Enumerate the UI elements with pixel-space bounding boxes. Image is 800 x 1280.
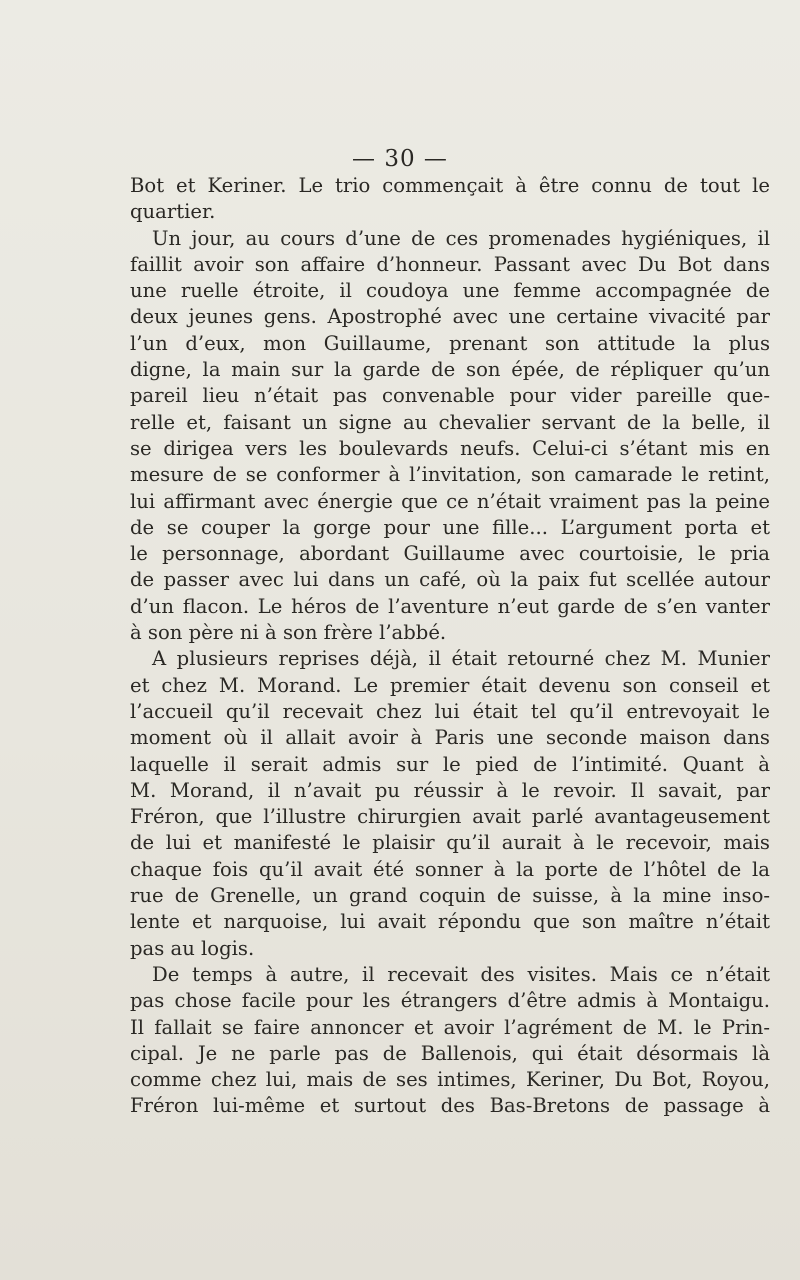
text-line: le personnage, abordant Guillaume avec courtoisie, le pria	[130, 542, 770, 566]
text-line: pareil lieu n’était pas convenable pour vider pareille que-	[130, 384, 770, 408]
text-line: Un jour, au cours d’une de ces promenades hygiéniques, il	[152, 226, 770, 250]
text-line: l’accueil qu’il recevait chez lui était tel qu’il entrevoyait le	[130, 699, 770, 723]
text-line: Il fallait se faire annoncer et avoir l’agrément de M. le Prin-	[130, 1015, 770, 1039]
text-line: A plusieurs reprises déjà, il était retourné chez M. Munier	[152, 647, 770, 671]
text-line: chaque fois qu’il avait été sonner à la porte de l’hôtel de la	[130, 857, 770, 881]
text-line: deux jeunes gens. Apostrophé avec une certaine vivacité par	[130, 305, 770, 329]
text-line: l’un d’eux, mon Guillaume, prenant son attitude la plus	[130, 331, 770, 355]
text-line: se dirigea vers les boulevards neufs. Celui-ci s’étant mis en	[130, 436, 770, 460]
text-line: de passer avec lui dans un café, où la paix fut scellée autour	[130, 568, 770, 592]
page-number: — 30 —	[352, 146, 448, 172]
text-line: Fréron, que l’illustre chirurgien avait parlé avantageusement	[130, 805, 770, 829]
text-line: comme chez lui, mais de ses intimes, Keriner, Du Bot, Royou,	[130, 1068, 770, 1092]
text-line: Fréron lui-même et surtout des Bas-Bretons de passage à	[130, 1094, 770, 1118]
text-line: d’un flacon. Le héros de l’aventure n’eut garde de s’en vanter	[130, 594, 770, 618]
text-line: De temps à autre, il recevait des visites. Mais ce n’était	[152, 962, 770, 986]
text-line: pas au logis.	[130, 936, 255, 960]
text-line: relle et, faisant un signe au chevalier servant de la belle, il	[130, 410, 770, 434]
text-line: lui affirmant avec énergie que ce n’était vraiment pas la peine	[130, 489, 770, 513]
text-line: lente et narquoise, lui avait répondu que son maître n’était	[130, 910, 770, 934]
text-line: Bot et Keriner. Le trio commençait à être connu de tout le	[130, 174, 770, 197]
text-line: à son père ni à son frère l’abbé.	[130, 621, 447, 645]
text-line: M. Morand, il n’avait pu réussir à le revoir. Il savait, par	[130, 778, 770, 802]
body-text	[130, 173, 770, 1120]
text-line: digne, la main sur la garde de son épée, de répliquer qu’un	[130, 358, 770, 382]
text-line: moment où il allait avoir à Paris une seconde maison dans	[130, 726, 770, 750]
text-line: et chez M. Morand. Le premier était devenu son conseil et	[130, 673, 770, 697]
text-line: une ruelle étroite, il coudoya une femme accompagnée de	[130, 279, 770, 303]
text-line: quartier.	[130, 200, 216, 224]
text-line: pas chose facile pour les étrangers d’être admis à Montaigu.	[130, 989, 770, 1013]
text-line: de lui et manifesté le plaisir qu’il aurait à le recevoir, mais	[130, 831, 770, 855]
text-line: de se couper la gorge pour une fille... L’argument porta et	[130, 515, 770, 539]
text-line: rue de Grenelle, un grand coquin de suisse, à la mine inso-	[130, 884, 770, 908]
text-line: laquelle il serait admis sur le pied de l’intimité. Quant à	[130, 752, 770, 776]
text-line: faillit avoir son affaire d’honneur. Passant avec Du Bot dans	[130, 252, 770, 276]
text-line: mesure de se conformer à l’invitation, son camarade le retint,	[130, 463, 770, 487]
text-line: cipal. Je ne parle pas de Ballenois, qui était désormais là	[130, 1041, 770, 1065]
